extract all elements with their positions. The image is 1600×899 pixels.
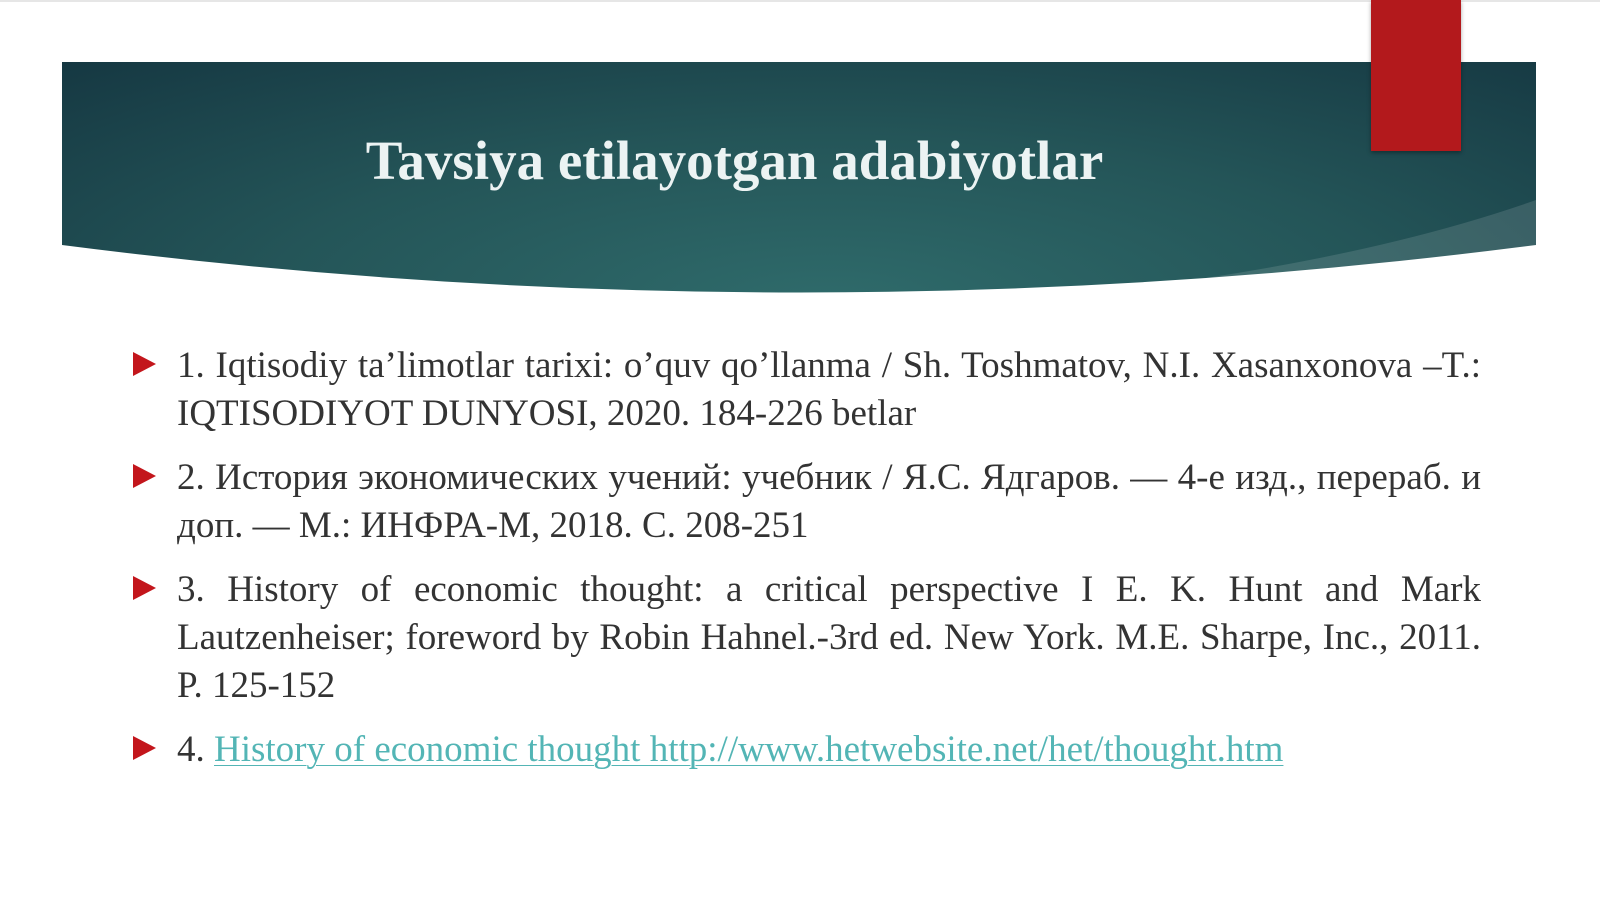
triangle-bullet-icon bbox=[133, 736, 156, 760]
triangle-bullet-icon bbox=[133, 352, 156, 376]
reference-text: 1. Iqtisodiy ta’limotlar tarixi: o’quv qo’llanma / Sh. Toshmatov, N.I. Xasanxonova –T.: IQTISODIYOT DUNYOSI, 2020. 184-226 betlar bbox=[177, 345, 1481, 434]
reference-link[interactable]: History of economic thought http://www.hetwebsite.net/het/thought.htm bbox=[214, 729, 1284, 770]
reference-item-4 bbox=[133, 726, 1481, 774]
reference-item-1 bbox=[133, 342, 1481, 438]
triangle-bullet-icon bbox=[133, 576, 156, 600]
reference-text: 3. History of economic thought: a critical perspective I E. K. Hunt and Mark Lautzenheiser; foreword by Robin Hahnel.-3rd ed. New York. M.E. Sharpe, Inc., 2011. P. 125-152 bbox=[177, 569, 1481, 706]
reference-number: 4. bbox=[177, 729, 214, 770]
triangle-bullet-icon bbox=[133, 464, 156, 488]
slide-title: Tavsiya etilayotgan adabiyotlar bbox=[365, 130, 1104, 191]
reference-item-2 bbox=[133, 454, 1481, 550]
reference-text: 2. История экономических учений: учебник / Я.С. Ядгаров. — 4-е изд., перераб. и доп. — М.: ИНФРА-М, 2018. С. 208-251 bbox=[177, 457, 1481, 546]
reference-item-3 bbox=[133, 566, 1481, 710]
reference-list bbox=[133, 342, 1481, 790]
red-accent-tab bbox=[1371, 0, 1461, 151]
